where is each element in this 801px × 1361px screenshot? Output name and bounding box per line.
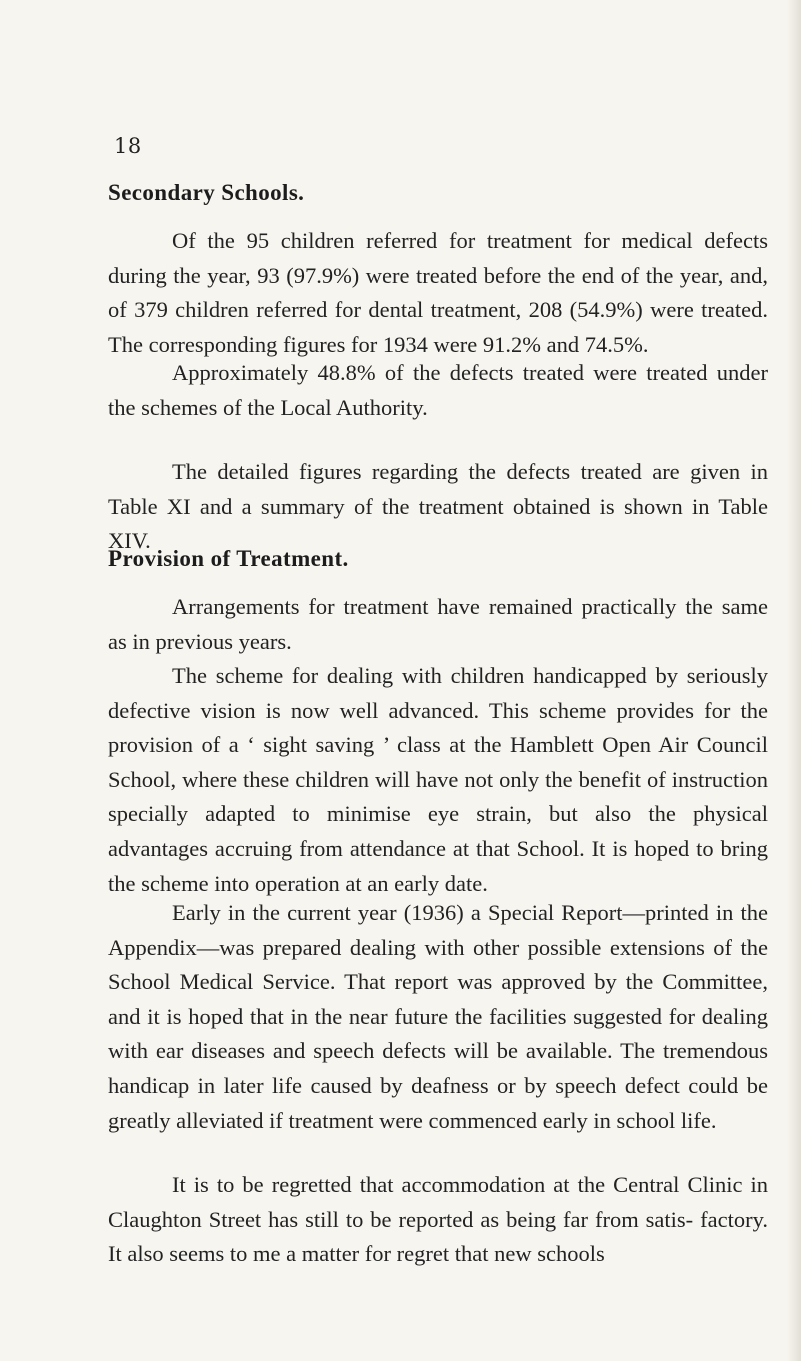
- paragraph-arrangements: Arrangements for treatment have remained practically the same as in previous years.: [108, 594, 768, 654]
- section-heading-secondary-schools: Secondary Schools.: [108, 180, 305, 205]
- paragraph-treatment-figures: Of the 95 children referred for treatment for medical defects during the year, 93 (97.9%) were treated before the end of the year, and, of 379 children referred for dental treatment, 208 (54.9%) were treated. The corresponding figures for 1934 were 91.2% and 74.5%.: [108, 228, 768, 357]
- page-edge-shadow: [787, 0, 801, 1361]
- section-heading-provision-of-treatment: Provision of Treatment.: [108, 546, 349, 571]
- paragraph-local-authority-schemes: Approximately 48.8% of the defects treated were treated under the schemes of the Local Authority.: [108, 360, 768, 420]
- paragraph-sight-saving-scheme: The scheme for dealing with children handicapped by seriously defective vision is now well advanced. This scheme provides for the provision of a ‘ sight saving ’ class at the Hamblett Open Air Council School, where these children will have not only the benefit of instruction specially adapted to minimise eye strain, but also the physical advantages accruing from attendance at that School. It is hoped to bring the scheme into operation at an early date.: [108, 663, 768, 896]
- paragraph-special-report: Early in the current year (1936) a Special Report—printed in the Appendix—was prepared dealing with other possible extensions of the School Medical Service. That report was approved by the Committee, and it is hoped that in the near future the facilities suggested for dealing with ear diseases and speech defects will be available. The tremendous handicap in later life caused by deafness or by speech defect could be greatly alleviated if treatment were commenced early in school life.: [108, 900, 768, 1133]
- paragraph-central-clinic: It is to be regretted that accommodation at the Central Clinic in Claughton Street has still to be reported as being far from satis- factory. It also seems to me a matter for regret that new schools: [108, 1172, 768, 1267]
- paragraph-detailed-figures: The detailed figures regarding the defects treated are given in Table XI and a summary of the treatment obtained is shown in Table XIV.: [108, 459, 768, 554]
- page-number: 18: [114, 134, 142, 158]
